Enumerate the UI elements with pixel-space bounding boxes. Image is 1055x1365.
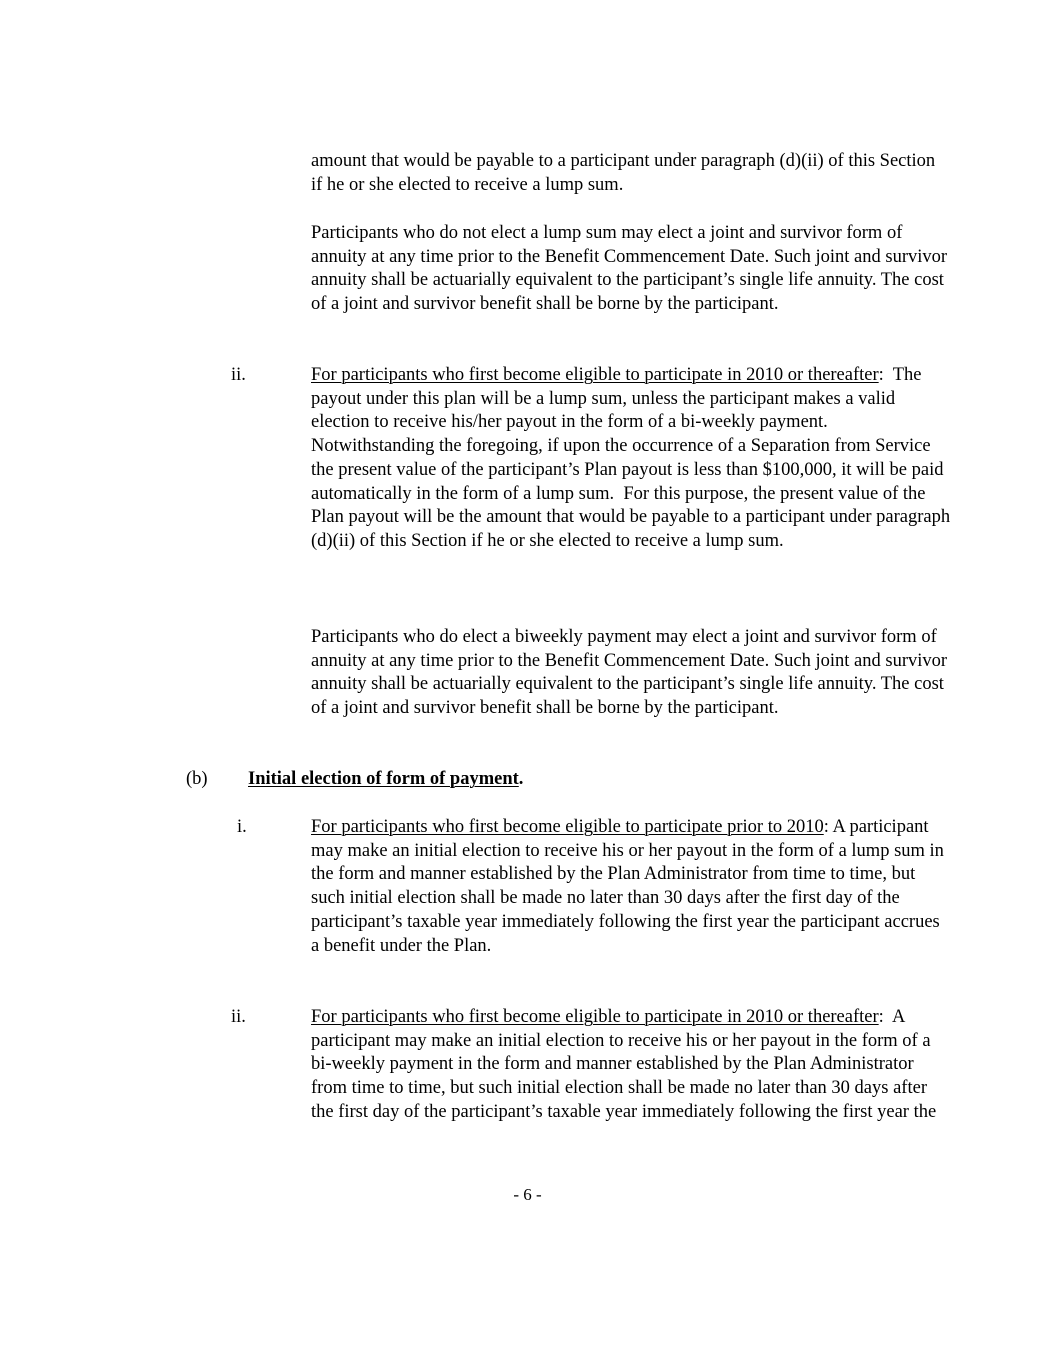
section-b-heading-text: Initial election of form of payment — [248, 769, 519, 789]
item-b-i-heading-suffix: : — [823, 817, 829, 837]
item-b-ii-text: A participant may make an initial election to receive his or her payout in the form of a bi-weekly payment in the form and manner established by the Plan Administrator from time to time, but such initial election shall be made no later than 30 days after the first day of the participant’s taxable year immediately following the first year the — [311, 1007, 937, 1122]
item-b-ii-paragraph — [311, 1006, 951, 1125]
page-number: - 6 - — [513, 1185, 542, 1204]
item-b-i-text: A participant may make an initial election to receive his or her payout in the form of a lump sum in the form and manner established by the Plan Administrator from time to time, but such initial election shall be made no later than 30 days after the first day of the participant’s taxable year immediately following the first year the participant accrues a benefit under the Plan. — [311, 817, 949, 956]
item-b-ii-heading: For participants who first become eligible to participate in 2010 or thereafter — [311, 1007, 879, 1027]
continuation-paragraph: amount that would be payable to a participant under paragraph (d)(ii) of this Section if he or she elected to receive a lump sum. — [311, 151, 936, 195]
item-b-i-paragraph — [311, 816, 951, 958]
item-marker-b-i: i. — [237, 817, 247, 837]
section-b-heading — [248, 768, 523, 792]
item-marker-b-ii: ii. — [231, 1007, 246, 1027]
item-marker-a-ii: ii. — [231, 365, 246, 385]
item-b-ii-heading-suffix: : — [878, 1007, 884, 1027]
joint-survivor-paragraph: Participants who do not elect a lump sum may elect a joint and survivor form of annuity at any time prior to the Benefit Commencement Date. Such joint and survivor annuity shall be actuarially equivalent to the participant’s single life annuity. The cost of a joint and survivor benefit shall be borne by the participant. — [311, 223, 948, 315]
item-a-ii-heading: For participants who first become eligible to participate in 2010 or thereafter — [311, 365, 879, 385]
item-a-ii-heading-suffix: : — [878, 365, 884, 385]
item-a-ii-paragraph — [311, 364, 955, 554]
item-b-i-heading: For participants who first become eligible to participate prior to 2010 — [311, 817, 824, 837]
section-b-heading-suffix: . — [518, 769, 524, 789]
section-marker-b: (b) — [186, 769, 208, 789]
biweekly-annuity-paragraph: Participants who do elect a biweekly payment may elect a joint and survivor form of annuity at any time prior to the Benefit Commencement Date. Such joint and survivor annuity shall be actuarially equivalent to the participant’s single life annuity. The cost of a joint and survivor benefit shall be borne by the participant. — [311, 627, 948, 719]
item-a-ii-text: The payout under this plan will be a lump sum, unless the participant makes a valid election to receive his/her payout in the form of a bi-weekly payment. Notwithstanding the foregoing, if upon the occurrence of a Separation from Service the present value of the participant’s Plan payout is less than $100,000, it will be paid automatically in the form of a lump sum. For this purpose, the present value of the Plan payout will be the amount that would be payable to a participant under paragraph (d)(ii) of this Section if he or she elected to receive a lump sum. — [311, 365, 955, 551]
